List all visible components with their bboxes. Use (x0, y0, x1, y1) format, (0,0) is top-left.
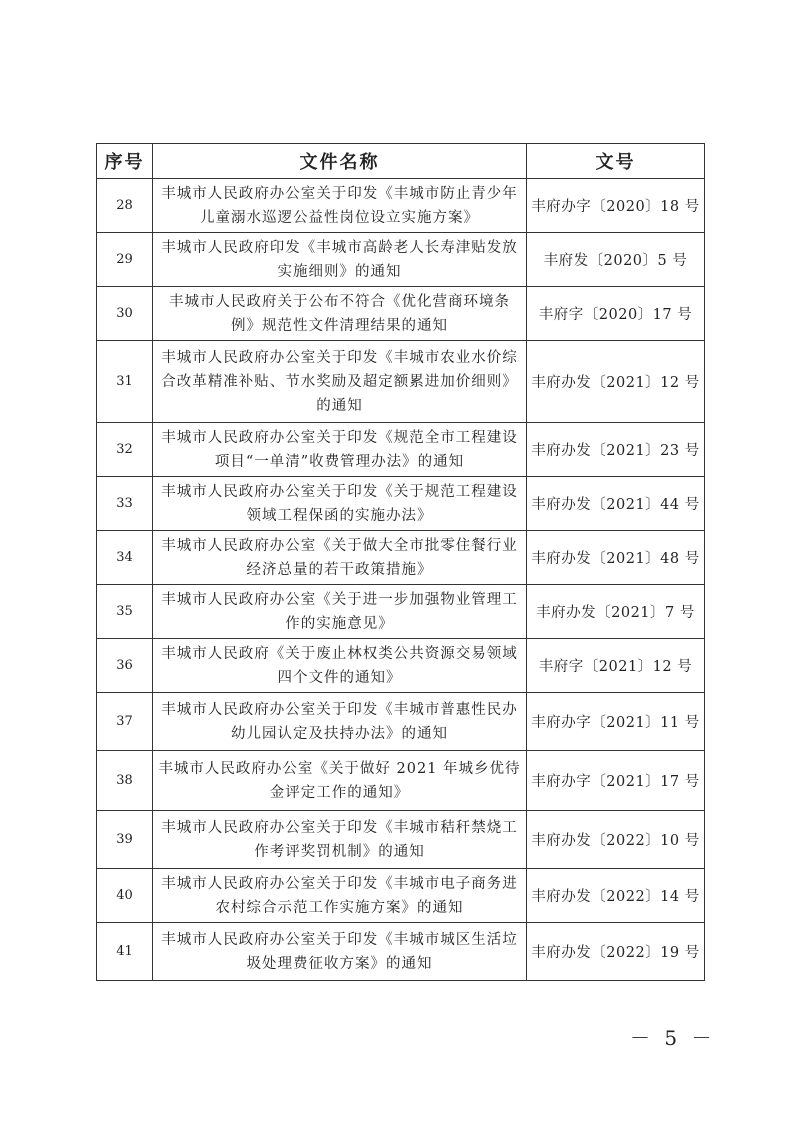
row-doc-no: 丰府办发〔2021〕44 号 (527, 477, 705, 531)
row-doc-no: 丰府办发〔2021〕23 号 (527, 423, 705, 477)
row-title-line: 例》规范性文件清理结果的通知 (231, 317, 448, 334)
document-table (96, 143, 705, 981)
row-title-line: 的通知 (316, 397, 363, 414)
row-title-line: 丰城市人民政府印发《丰城市高龄老人长寿津贴发放 (161, 239, 518, 256)
row-doc-no: 丰府办字〔2021〕11 号 (527, 693, 705, 751)
row-doc-no: 丰府发〔2020〕5 号 (527, 233, 705, 287)
row-title (153, 477, 527, 531)
row-doc-no: 丰府办发〔2022〕19 号 (527, 923, 705, 981)
row-title (153, 423, 527, 477)
row-title-line: 圾处理费征收方案》的通知 (246, 955, 433, 972)
row-title-line: 丰城市人民政府《关于废止林权类公共资源交易领域 (161, 645, 518, 662)
row-doc-no: 丰府字〔2020〕17 号 (527, 287, 705, 341)
row-index: 28 (97, 179, 153, 233)
row-title-line: 领域工程保函的实施办法》 (246, 507, 433, 524)
row-index: 29 (97, 233, 153, 287)
row-title (153, 179, 527, 233)
table-row (97, 477, 705, 531)
row-title (153, 693, 527, 751)
row-title-line: 丰城市人民政府办公室关于印发《丰城市电子商务进 (161, 875, 518, 892)
row-title-line: 丰城市人民政府关于公布不符合《优化营商环境条 (169, 293, 510, 310)
row-title-line: 丰城市人民政府办公室关于印发《丰城市农业水价综 (161, 349, 518, 366)
row-title-line: 丰城市人民政府办公室《关于做好 2021 年城乡优待 (158, 760, 521, 777)
row-title-line: 四个文件的通知》 (277, 669, 402, 686)
row-doc-no: 丰府办字〔2021〕17 号 (527, 751, 705, 811)
row-title (153, 233, 527, 287)
row-title-line: 农村综合示范工作实施方案》的通知 (215, 899, 464, 916)
row-doc-no: 丰府办发〔2021〕7 号 (527, 585, 705, 639)
table-row (97, 179, 705, 233)
header-doc-no: 文号 (527, 144, 705, 179)
row-title-line: 丰城市人民政府办公室关于印发《丰城市秸秆禁烧工 (161, 819, 518, 836)
row-title-line: 作的实施意见》 (285, 615, 394, 632)
table-row (97, 869, 705, 923)
row-index: 31 (97, 341, 153, 423)
table-row (97, 341, 705, 423)
table-row (97, 585, 705, 639)
row-index: 41 (97, 923, 153, 981)
row-index: 39 (97, 811, 153, 869)
table-body (97, 179, 705, 981)
row-index: 32 (97, 423, 153, 477)
row-doc-no: 丰府办发〔2022〕10 号 (527, 811, 705, 869)
table-row (97, 531, 705, 585)
row-title-line: 经济总量的若干政策措施》 (246, 561, 433, 578)
row-title (153, 585, 527, 639)
row-title-line: 合改革精准补贴、节水奖励及超定额累进加价细则》 (161, 373, 518, 390)
row-index: 38 (97, 751, 153, 811)
row-title (153, 923, 527, 981)
row-index: 37 (97, 693, 153, 751)
row-title-line: 丰城市人民政府办公室关于印发《规范全市工程建设 (161, 429, 518, 446)
header-title: 文件名称 (153, 144, 527, 179)
table-row (97, 751, 705, 811)
page-number: － 5 － (630, 1026, 716, 1050)
row-index: 33 (97, 477, 153, 531)
row-title-line: 金评定工作的通知》 (269, 784, 410, 801)
row-title-line: 幼儿园认定及扶持办法》的通知 (231, 725, 448, 742)
row-title (153, 639, 527, 693)
header-index: 序号 (97, 144, 153, 179)
row-title-line: 丰城市人民政府办公室《关于进一步加强物业管理工 (161, 591, 518, 608)
row-doc-no: 丰府办发〔2021〕48 号 (527, 531, 705, 585)
row-title (153, 287, 527, 341)
row-title-line: 作考评奖罚机制》的通知 (254, 843, 425, 860)
row-index: 35 (97, 585, 153, 639)
row-title (153, 751, 527, 811)
row-title (153, 341, 527, 423)
row-doc-no: 丰府办发〔2022〕14 号 (527, 869, 705, 923)
row-index: 30 (97, 287, 153, 341)
table-row (97, 811, 705, 869)
table-header-row (97, 144, 705, 179)
row-title-line: 儿童溺水巡逻公益性岗位设立实施方案》 (200, 209, 479, 226)
table-row (97, 233, 705, 287)
row-title (153, 869, 527, 923)
table-row (97, 423, 705, 477)
row-title-line: 丰城市人民政府办公室关于印发《丰城市普惠性民办 (161, 701, 518, 718)
table-row (97, 693, 705, 751)
row-title-line: 项目“一单清”收费管理办法》的通知 (214, 453, 465, 470)
row-title (153, 531, 527, 585)
row-title-line: 丰城市人民政府办公室关于印发《关于规范工程建设 (161, 483, 518, 500)
table-row (97, 923, 705, 981)
row-title-line: 实施细则》的通知 (277, 263, 402, 280)
row-index: 34 (97, 531, 153, 585)
row-title-line: 丰城市人民政府办公室《关于做大全市批零住餐行业 (161, 537, 518, 554)
row-doc-no: 丰府字〔2021〕12 号 (527, 639, 705, 693)
row-index: 40 (97, 869, 153, 923)
table-row (97, 639, 705, 693)
row-index: 36 (97, 639, 153, 693)
row-doc-no: 丰府办字〔2020〕18 号 (527, 179, 705, 233)
row-title-line: 丰城市人民政府办公室关于印发《丰城市城区生活垃 (161, 931, 518, 948)
row-title-line: 丰城市人民政府办公室关于印发《丰城市防止青少年 (161, 185, 518, 202)
row-title (153, 811, 527, 869)
row-doc-no: 丰府办发〔2021〕12 号 (527, 341, 705, 423)
table-row (97, 287, 705, 341)
